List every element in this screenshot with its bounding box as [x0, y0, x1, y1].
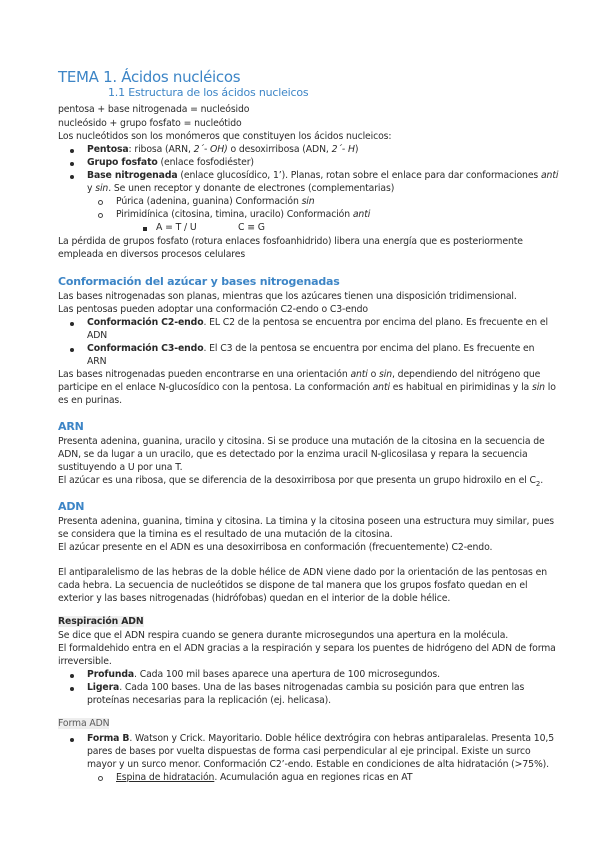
- bullet-icon: [70, 162, 74, 166]
- heading-arn: ARN: [58, 420, 84, 433]
- list-item-c2-endo: Conformación C2-endo. EL C2 de la pentosa se encuentra por encima del plano. Es frecuente en el: [87, 317, 548, 328]
- list-item-base: Base nitrogenada (enlace glucosídico, 1’). Planas, rotan sobre el enlace para dar conformaciones anti: [87, 170, 559, 181]
- respiracion-line-3: irreversible.: [58, 656, 112, 667]
- list-item-pentosa: Pentosa: ribosa (ARN, 2´- OH) o desoxirribosa (ADN, 2´- H): [87, 144, 359, 155]
- list-item-purica: Púrica (adenina, guanina) Conformación sin: [116, 196, 315, 207]
- respiracion-line-1: Se dice que el ADN respira cuando se genera durante microsegundos una apertura en la molécula.: [58, 630, 509, 641]
- bullet-icon: [70, 175, 74, 179]
- bullet-icon: [70, 738, 74, 742]
- bullet-icon: [70, 348, 74, 352]
- list-item-fosfato: Grupo fosfato (enlace fosfodiéster): [87, 157, 254, 168]
- list-item-c2-endo-cont: ADN: [87, 330, 108, 341]
- list-item-base-cont: y sin. Se unen receptor y donante de electrones (complementarias): [87, 183, 395, 194]
- bullet-icon: [70, 322, 74, 326]
- heading-forma-adn: Forma ADN: [58, 718, 110, 729]
- list-item-pirimidinica: Pirimidínica (citosina, timina, uracilo) Conformación anti: [116, 209, 371, 220]
- fosfato-paragraph-line-1: La pérdida de grupos fosfato (rotura enlaces fosfoanhidrido) libera una energía que es posteriormente: [58, 236, 523, 247]
- adn-paragraph-line-2: cada hebra. La secuencia de nucleótidos se dispone de tal manera que los grupos fosfato quedan en el: [58, 580, 528, 591]
- list-item-forma-b-line-2: pares de bases por vuelta dispuestas de forma casi perpendicular al eje principal. Existe un surco: [87, 746, 531, 757]
- bullet-icon: [70, 149, 74, 153]
- heading-respiracion: Respiración ADN: [58, 616, 144, 627]
- orientacion-line-1: Las bases nitrogenadas pueden encontrarse en una orientación anti o sin, dependiendo del nitrógeno que: [58, 369, 541, 380]
- adn-line-2: se considera que la timina es el resultado de una mutación de la citosina.: [58, 529, 393, 540]
- heading-adn: ADN: [58, 500, 85, 513]
- base-pair-cg: C ≡ G: [238, 222, 265, 233]
- arn-line-3: sustituyendo a U por una T.: [58, 462, 183, 473]
- list-item-profunda: Profunda. Cada 100 mil bases aparece una apertura de 100 microsegundos.: [87, 669, 440, 680]
- hollow-bullet-icon: [98, 213, 103, 218]
- intro-line-2: nucleósido + grupo fosfato = nucleótido: [58, 118, 242, 129]
- heading-conformacion: Conformación del azúcar y bases nitrogenadas: [58, 275, 340, 288]
- base-pair-at: A = T / U: [156, 222, 197, 233]
- list-item-forma-b-line-3: mayor y un surco menor. Conformación C2’-endo. Estable en condiciones de alta hidratación (>75%).: [87, 759, 550, 770]
- bullet-icon: [70, 674, 74, 678]
- page-title: TEMA 1. Ácidos nucléicos: [58, 68, 241, 86]
- arn-line-2: ADN, se da lugar a un uracilo, que es detectado por la enzima uracil N-glicosilasa y repara la secuencia: [58, 449, 528, 460]
- list-item-c3-endo-cont: ARN: [87, 356, 107, 367]
- list-item-c3-endo: Conformación C3-endo. El C3 de la pentosa se encuentra por encima del plano. Es frecuente en: [87, 343, 535, 354]
- list-item-ligera-cont: proteínas necesarias para la replicación (ej. helicasa).: [87, 695, 332, 706]
- arn-line-4: El azúcar es una ribosa, que se diferencia de la desoxirribosa por que presenta un grupo hidroxilo en el $C_2$.: [58, 475, 544, 488]
- hollow-bullet-icon: [98, 200, 103, 205]
- section-subtitle: 1.1 Estructura de los ácidos nucleicos: [108, 86, 309, 99]
- conformacion-line-2: Las pentosas pueden adoptar una conformación C2-endo o C3-endo: [58, 304, 368, 315]
- respiracion-line-2: El formaldehido entra en el ADN gracias a la respiración y separa los puentes de hidrógeno del ADN de forma: [58, 643, 556, 654]
- intro-line-1: pentosa + base nitrogenada = nucleósido: [58, 104, 250, 115]
- list-item-espina: Espina de hidratación. Acumulación agua en regiones ricas en AT: [116, 772, 413, 783]
- conformacion-line-1: Las bases nitrogenadas son planas, mientras que los azúcares tienen una disposición tridimensional.: [58, 291, 517, 302]
- adn-paragraph-line-3: exterior y las bases nitrogenadas (hidrófobas) quedan en el interior de la doble hélice.: [58, 593, 451, 604]
- list-item-forma-b: Forma B. Watson y Crick. Mayoritario. Doble hélice dextrógira con hebras antiparalelas. Presenta 10,5: [87, 733, 555, 744]
- bullet-icon: [70, 687, 74, 691]
- square-bullet-icon: [143, 227, 147, 231]
- adn-line-3: El azúcar presente en el ADN es una desoxirribosa en conformación (frecuentemente) C2-endo.: [58, 542, 493, 553]
- adn-paragraph-line-1: El antiparalelismo de las hebras de la doble hélice de ADN viene dado por la orientación de las pentosas en: [58, 567, 547, 578]
- arn-line-1: Presenta adenina, guanina, uracilo y citosina. Si se produce una mutación de la citosina en la secuencia de: [58, 436, 545, 447]
- hollow-bullet-icon: [98, 776, 103, 781]
- orientacion-line-2: participe en el enlace N-glucosídico con la pentosa. La conformación anti es habitual en pirimidinas y la sin lo: [58, 382, 556, 393]
- orientacion-line-3: es en purinas.: [58, 395, 122, 406]
- list-item-ligera: Ligera. Cada 100 bases. Una de las bases nitrogenadas cambia su posición para que entren las: [87, 682, 525, 693]
- fosfato-paragraph-line-2: empleada en diversos procesos celulares: [58, 249, 246, 260]
- adn-line-1: Presenta adenina, guanina, timina y citosina. La timina y la citosina poseen una estructura muy similar, pues: [58, 516, 555, 527]
- intro-line-3: Los nucleótidos son los monómeros que constituyen los ácidos nucleicos:: [58, 131, 392, 142]
